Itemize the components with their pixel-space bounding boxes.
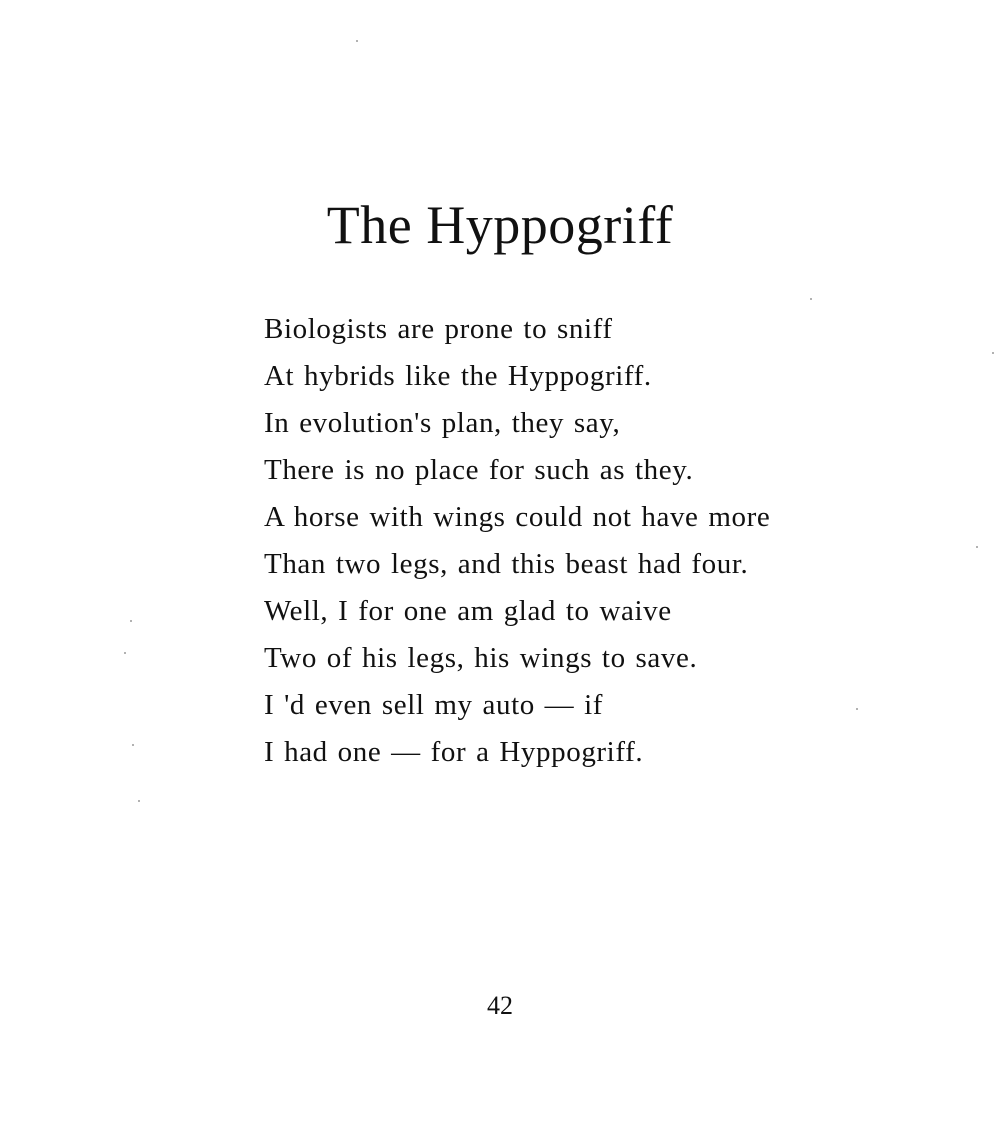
poem-line: Biologists are prone to sniff (264, 313, 613, 345)
scan-speck (130, 620, 132, 622)
scan-speck (856, 708, 858, 710)
poem-line: A horse with wings could not have more (264, 501, 771, 533)
poem-line: Well, I for one am glad to waive (264, 595, 672, 627)
scan-speck (976, 546, 978, 548)
poem-line: Two of his legs, his wings to save. (264, 642, 698, 674)
poem-line: At hybrids like the Hyppogriff. (264, 360, 652, 392)
scan-speck (132, 744, 134, 746)
scan-speck (138, 800, 140, 802)
scan-speck (992, 352, 994, 354)
scan-speck (124, 652, 126, 654)
poem-line: In evolution's plan, they say, (264, 407, 621, 439)
poem-line: There is no place for such as they. (264, 454, 694, 486)
scan-speck (356, 40, 358, 42)
poem-title: The Hyppogriff (326, 195, 674, 255)
scan-speck (810, 298, 812, 300)
poem-line: I had one — for a Hyppogriff. (264, 736, 644, 768)
poem-line: Than two legs, and this beast had four. (264, 548, 749, 580)
poem-line: I 'd even sell my auto — if (264, 689, 604, 721)
poem-stanza (264, 306, 884, 776)
page-number: 42 (487, 991, 513, 1020)
